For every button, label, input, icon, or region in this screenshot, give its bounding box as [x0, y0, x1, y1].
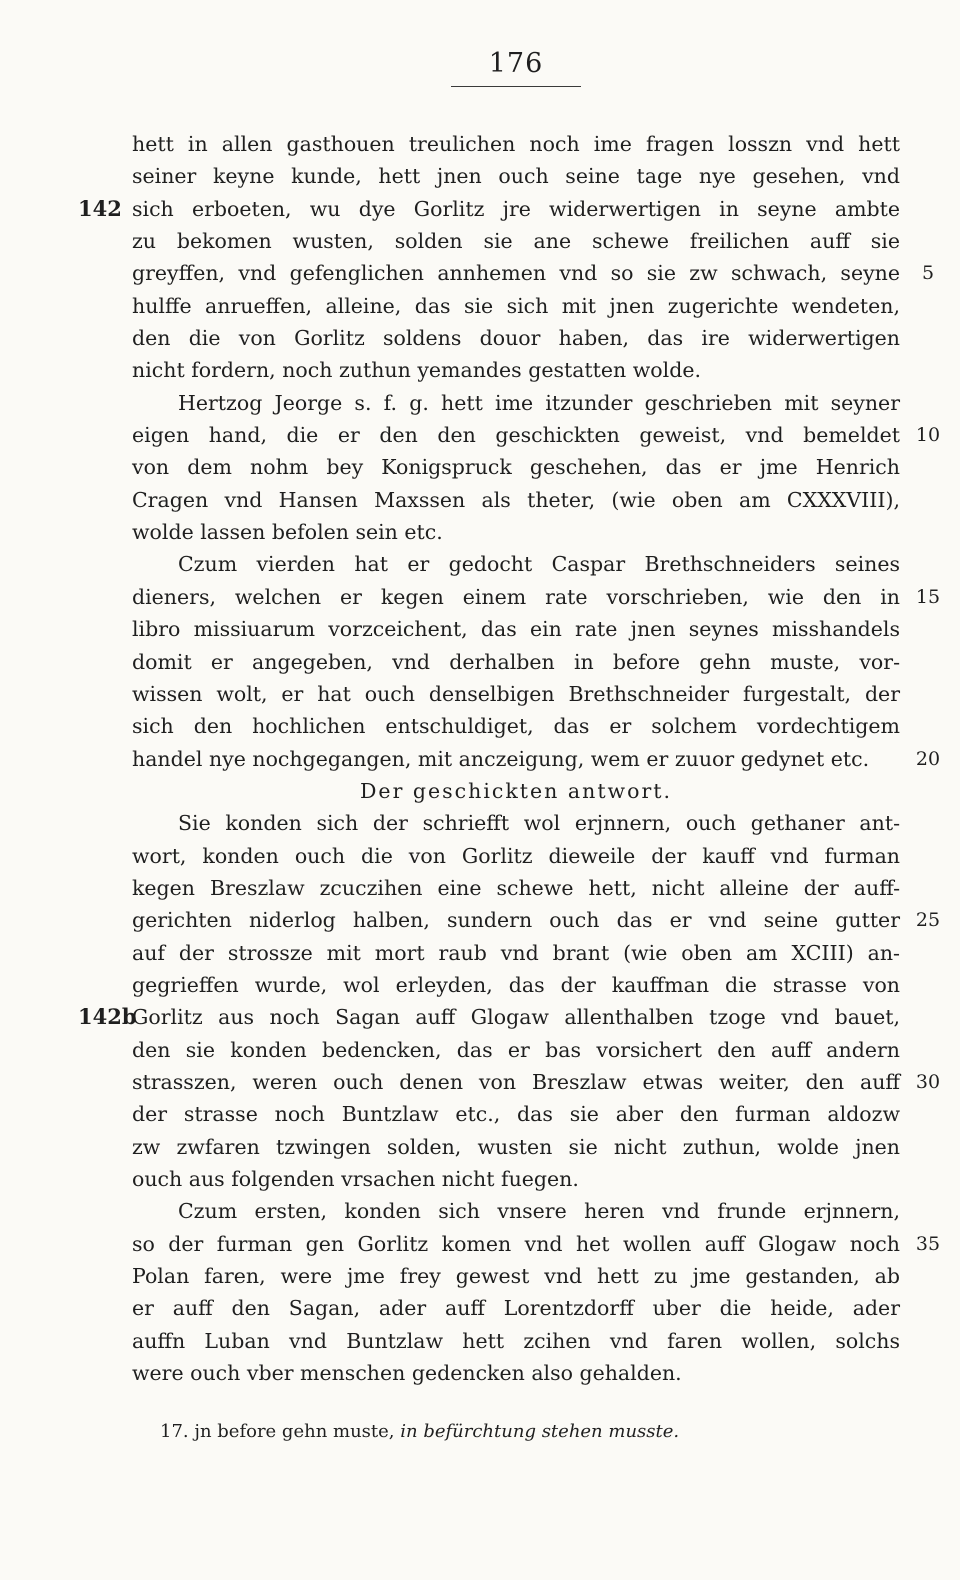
text-line: [0, 1131, 960, 1163]
text-line: [0, 1195, 960, 1227]
text-line: [0, 1163, 960, 1195]
line-text: der strasse noch Buntzlaw etc., das sie aber den furman aldozw: [132, 1102, 900, 1127]
text-line: [0, 354, 960, 386]
text-line: [0, 322, 960, 354]
line-text: nicht fordern, noch zuthun yemandes gestatten wolde.: [132, 358, 701, 383]
main-text: [0, 128, 960, 1389]
text-line: [0, 193, 960, 225]
line-text: Sie konden sich der schriefft wol erjnnern, ouch gethaner ant-: [178, 811, 900, 836]
line-text: greyffen, vnd gefenglichen annhemen vnd so sie zw schwach, seyne: [132, 261, 900, 286]
header-rule: [451, 86, 581, 87]
line-text: Cragen vnd Hansen Maxssen als theter, (wie oben am CXXXVIII),: [132, 487, 900, 512]
text-line: [0, 646, 960, 678]
text-line: [0, 451, 960, 483]
line-text: ouch aus folgenden vrsachen nicht fuegen.: [132, 1167, 579, 1191]
line-text: wissen wolt, er hat ouch denselbigen Brethschneider furgestalt, der: [132, 681, 900, 706]
text-line: [0, 1357, 960, 1389]
text-line: [0, 387, 960, 419]
line-text: auffn Luban vnd Buntzlaw hett zcihen vnd faren wollen, solchs: [132, 1328, 900, 1353]
line-text: den sie konden bedencken, das er bas vorsichert den auff andern: [132, 1037, 900, 1062]
line-text: hett in allen gasthouen treulichen noch ime fragen losszn vnd hett: [132, 132, 900, 156]
footnote-lemma: jn before gehn muste,: [194, 1421, 395, 1442]
line-text: er auff den Sagan, ader auff Lorentzdorff uber die heide, ader: [132, 1296, 900, 1321]
line-text: eigen hand, die er den den geschickten geweist, vnd bemeldet: [132, 423, 900, 448]
line-text: dieners, welchen er kegen einem rate vorschrieben, wie den in: [132, 584, 900, 609]
text-line: [0, 160, 960, 192]
line-text: auf der strossze mit mort raub vnd brant (wie oben am XCIII) an-: [132, 940, 900, 965]
text-line: [0, 678, 960, 710]
line-text: hulffe anrueffen, alleine, das sie sich mit jnen zugerichte wendeten,: [132, 293, 900, 318]
page-number: 176: [488, 48, 544, 79]
text-line: [0, 225, 960, 257]
text-line: [0, 937, 960, 969]
page-header: [448, 48, 584, 87]
text-line: [0, 257, 960, 289]
text-line: [0, 516, 960, 548]
text-line: [0, 484, 960, 516]
text-line: [0, 1098, 960, 1130]
line-text: libro missiuarum vorzceichent, das ein rate jnen seynes misshandels: [132, 617, 900, 642]
line-text: Der geschickten antwort.: [360, 778, 672, 803]
line-text: so der furman gen Gorlitz komen vnd het wollen auff Glogaw noch: [132, 1231, 900, 1256]
text-line: [0, 613, 960, 645]
text-line: [0, 904, 960, 936]
line-text: domit er angegeben, vnd derhalben in before gehn muste, vor-: [132, 649, 900, 674]
line-text: seiner keyne kunde, hett jnen ouch seine tage nye gesehen, vnd: [132, 164, 900, 189]
text-line: [0, 1034, 960, 1066]
text-line: [0, 872, 960, 904]
footnote-gloss: in befürchtung stehen musste.: [400, 1421, 680, 1442]
text-line: [0, 1325, 960, 1357]
text-line: [0, 1066, 960, 1098]
text-line: [0, 1292, 960, 1324]
text-line: [0, 743, 960, 775]
line-text: strasszen, weren ouch denen von Breszlaw etwas weiter, den auff: [132, 1069, 900, 1094]
margin-reference: 142: [78, 195, 122, 221]
margin-reference: 142b: [78, 1004, 137, 1030]
text-line: [0, 128, 960, 160]
line-text: von dem nohm bey Konigspruck geschehen, das er jme Henrich: [132, 455, 900, 480]
text-line: [0, 581, 960, 613]
text-line: [0, 548, 960, 580]
line-number: 20: [915, 747, 941, 770]
line-text: handel nye nochgegangen, mit anczeigung, wem er zuuor gedynet etc.: [132, 746, 870, 771]
line-text: zu bekomen wusten, solden sie ane schewe freilichen auff sie: [132, 229, 900, 254]
line-text: were ouch vber menschen gedencken also gehalden.: [132, 1361, 682, 1386]
line-number: 30: [915, 1070, 941, 1093]
line-text: wort, konden ouch die von Gorlitz dieweile der kauff vnd furman: [132, 843, 900, 868]
text-line: [0, 1001, 960, 1033]
text-line: [0, 1228, 960, 1260]
section-heading: [0, 775, 960, 807]
footnote-number: 17.: [160, 1421, 189, 1442]
line-text: gerichten niderlog halben, sundern ouch das er vnd seine gutter: [132, 908, 900, 933]
line-text: sich erboeten, wu dye Gorlitz jre widerwertigen in seyne ambte: [132, 196, 900, 221]
text-line: [0, 290, 960, 322]
footnote: [160, 1418, 860, 1446]
line-number: 35: [915, 1232, 941, 1255]
line-text: kegen Breszlaw zcuczihen eine schewe hett, nicht alleine der auff-: [132, 875, 900, 900]
line-text: gegrieffen wurde, wol erleyden, das der kauffman die strasse von: [132, 972, 900, 997]
line-text: zw zwfaren tzwingen solden, wusten sie nicht zuthun, wolde jnen: [132, 1134, 900, 1159]
text-line: [0, 840, 960, 872]
line-number: 15: [915, 585, 941, 608]
line-text: Hertzog Jeorge s. f. g. hett ime itzunder geschrieben mit seyner: [178, 390, 900, 415]
text-line: [0, 419, 960, 451]
text-line: [0, 1260, 960, 1292]
line-text: Gorlitz aus noch Sagan auff Glogaw allenthalben tzoge vnd bauet,: [132, 1005, 900, 1030]
text-line: [0, 710, 960, 742]
line-text: wolde lassen befolen sein etc.: [132, 520, 443, 545]
text-line: [0, 807, 960, 839]
line-number: 25: [915, 909, 941, 932]
line-text: Polan faren, were jme frey gewest vnd hett zu jme gestanden, ab: [132, 1264, 900, 1289]
line-text: den die von Gorlitz soldens douor haben, das ire widerwertigen: [132, 326, 900, 351]
line-text: Czum vierden hat er gedocht Caspar Brethschneiders seines: [178, 552, 900, 577]
line-number: 5: [921, 262, 935, 285]
line-text: Czum ersten, konden sich vnsere heren vnd frunde erjnnern,: [178, 1199, 900, 1224]
text-line: [0, 969, 960, 1001]
line-number: 10: [915, 424, 941, 447]
line-text: sich den hochlichen entschuldiget, das er solchem vordechtigem: [132, 714, 900, 739]
